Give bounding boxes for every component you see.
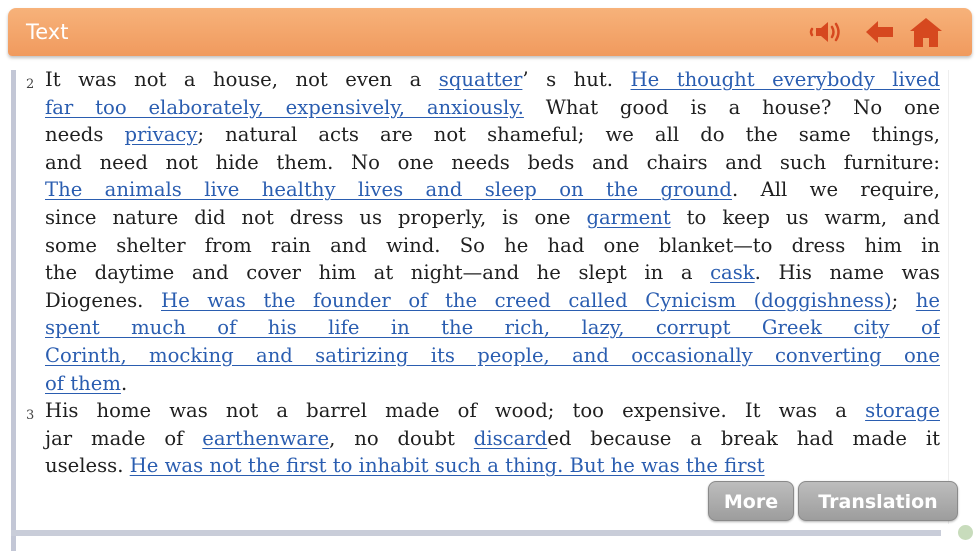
vocab-link[interactable]: storage: [865, 399, 940, 423]
vocab-link[interactable]: He was not the first to inhabit such a thing. But he was the first: [129, 454, 765, 478]
back-arrow-icon[interactable]: [864, 18, 896, 46]
more-button[interactable]: More: [708, 481, 794, 521]
text-line: the daytime and cover him at night—and he slept in a cask. His name was: [45, 261, 940, 285]
text-line: Diogenes. He was the founder of the creed called Cynicism (doggishness); he: [45, 288, 940, 312]
text-line: jar made of earthenware, no doubt discarded because a break had made it: [45, 426, 940, 450]
text-line: some shelter from rain and wind. So he had one blanket—to dress him in: [45, 233, 940, 257]
text-line: needs privacy; natural acts are not shameful; we all do the same things,: [45, 123, 940, 147]
vocab-link[interactable]: cask: [710, 261, 755, 285]
paragraph-2: [26, 66, 940, 397]
vocab-link[interactable]: He thought everybody lived: [630, 68, 940, 91]
vocab-link[interactable]: discard: [473, 426, 548, 450]
vocab-link[interactable]: spent much of his life in the rich, lazy, corrupt Greek city of: [45, 316, 940, 340]
vocab-link[interactable]: He was the founder of the creed called Cynicism (doggishness): [161, 288, 892, 312]
text-line: [45, 314, 940, 342]
text-line: [45, 342, 940, 370]
vocab-link[interactable]: The animals live healthy lives and sleep on the ground: [45, 178, 732, 202]
vocab-link[interactable]: Corinth, mocking and satirizing its people, and occasionally converting one: [45, 343, 940, 367]
translation-button[interactable]: Translation: [798, 481, 958, 521]
text-line: far too elaborately, expensively, anxiously. What good is a house? No one: [45, 95, 940, 119]
vocab-link[interactable]: squatter: [438, 68, 523, 91]
vocab-link[interactable]: far too elaborately, expensively, anxiously.: [45, 95, 524, 119]
text-line: useless. He was not the first to inhabit such a thing. But he was the first: [45, 454, 765, 478]
paragraph-number: 2: [26, 77, 35, 92]
reading-text: [26, 66, 940, 551]
paragraph-3: [26, 397, 940, 480]
vocab-link[interactable]: he: [915, 288, 940, 312]
paragraph-number: 3: [26, 408, 35, 424]
left-scroll-bar: [11, 70, 16, 551]
vocab-link[interactable]: privacy: [124, 123, 198, 147]
text-line: It was not a house, not even a squatter’ s hut. He thought everybody lived: [45, 68, 940, 91]
indicator-dot: [958, 525, 973, 540]
vocab-link[interactable]: of them: [45, 371, 121, 395]
speaker-icon[interactable]: [806, 18, 846, 46]
header-title: Text: [26, 20, 69, 44]
text-line: since nature did not dress us properly, is one garment to keep us warm, and: [45, 205, 940, 229]
text-line: The animals live healthy lives and sleep on the ground. All we require,: [45, 178, 940, 202]
header-bar: [8, 8, 972, 56]
home-icon[interactable]: [908, 16, 944, 48]
vocab-link[interactable]: garment: [586, 205, 671, 229]
vocab-link[interactable]: earthenware: [202, 426, 330, 450]
text-line: and need not hide them. No one needs beds and chairs and such furniture:: [45, 150, 940, 174]
text-line: of them.: [45, 371, 128, 395]
text-line: His home was not a barrel made of wood; too expensive. It was a storage: [45, 399, 940, 423]
right-margin: [948, 70, 972, 524]
